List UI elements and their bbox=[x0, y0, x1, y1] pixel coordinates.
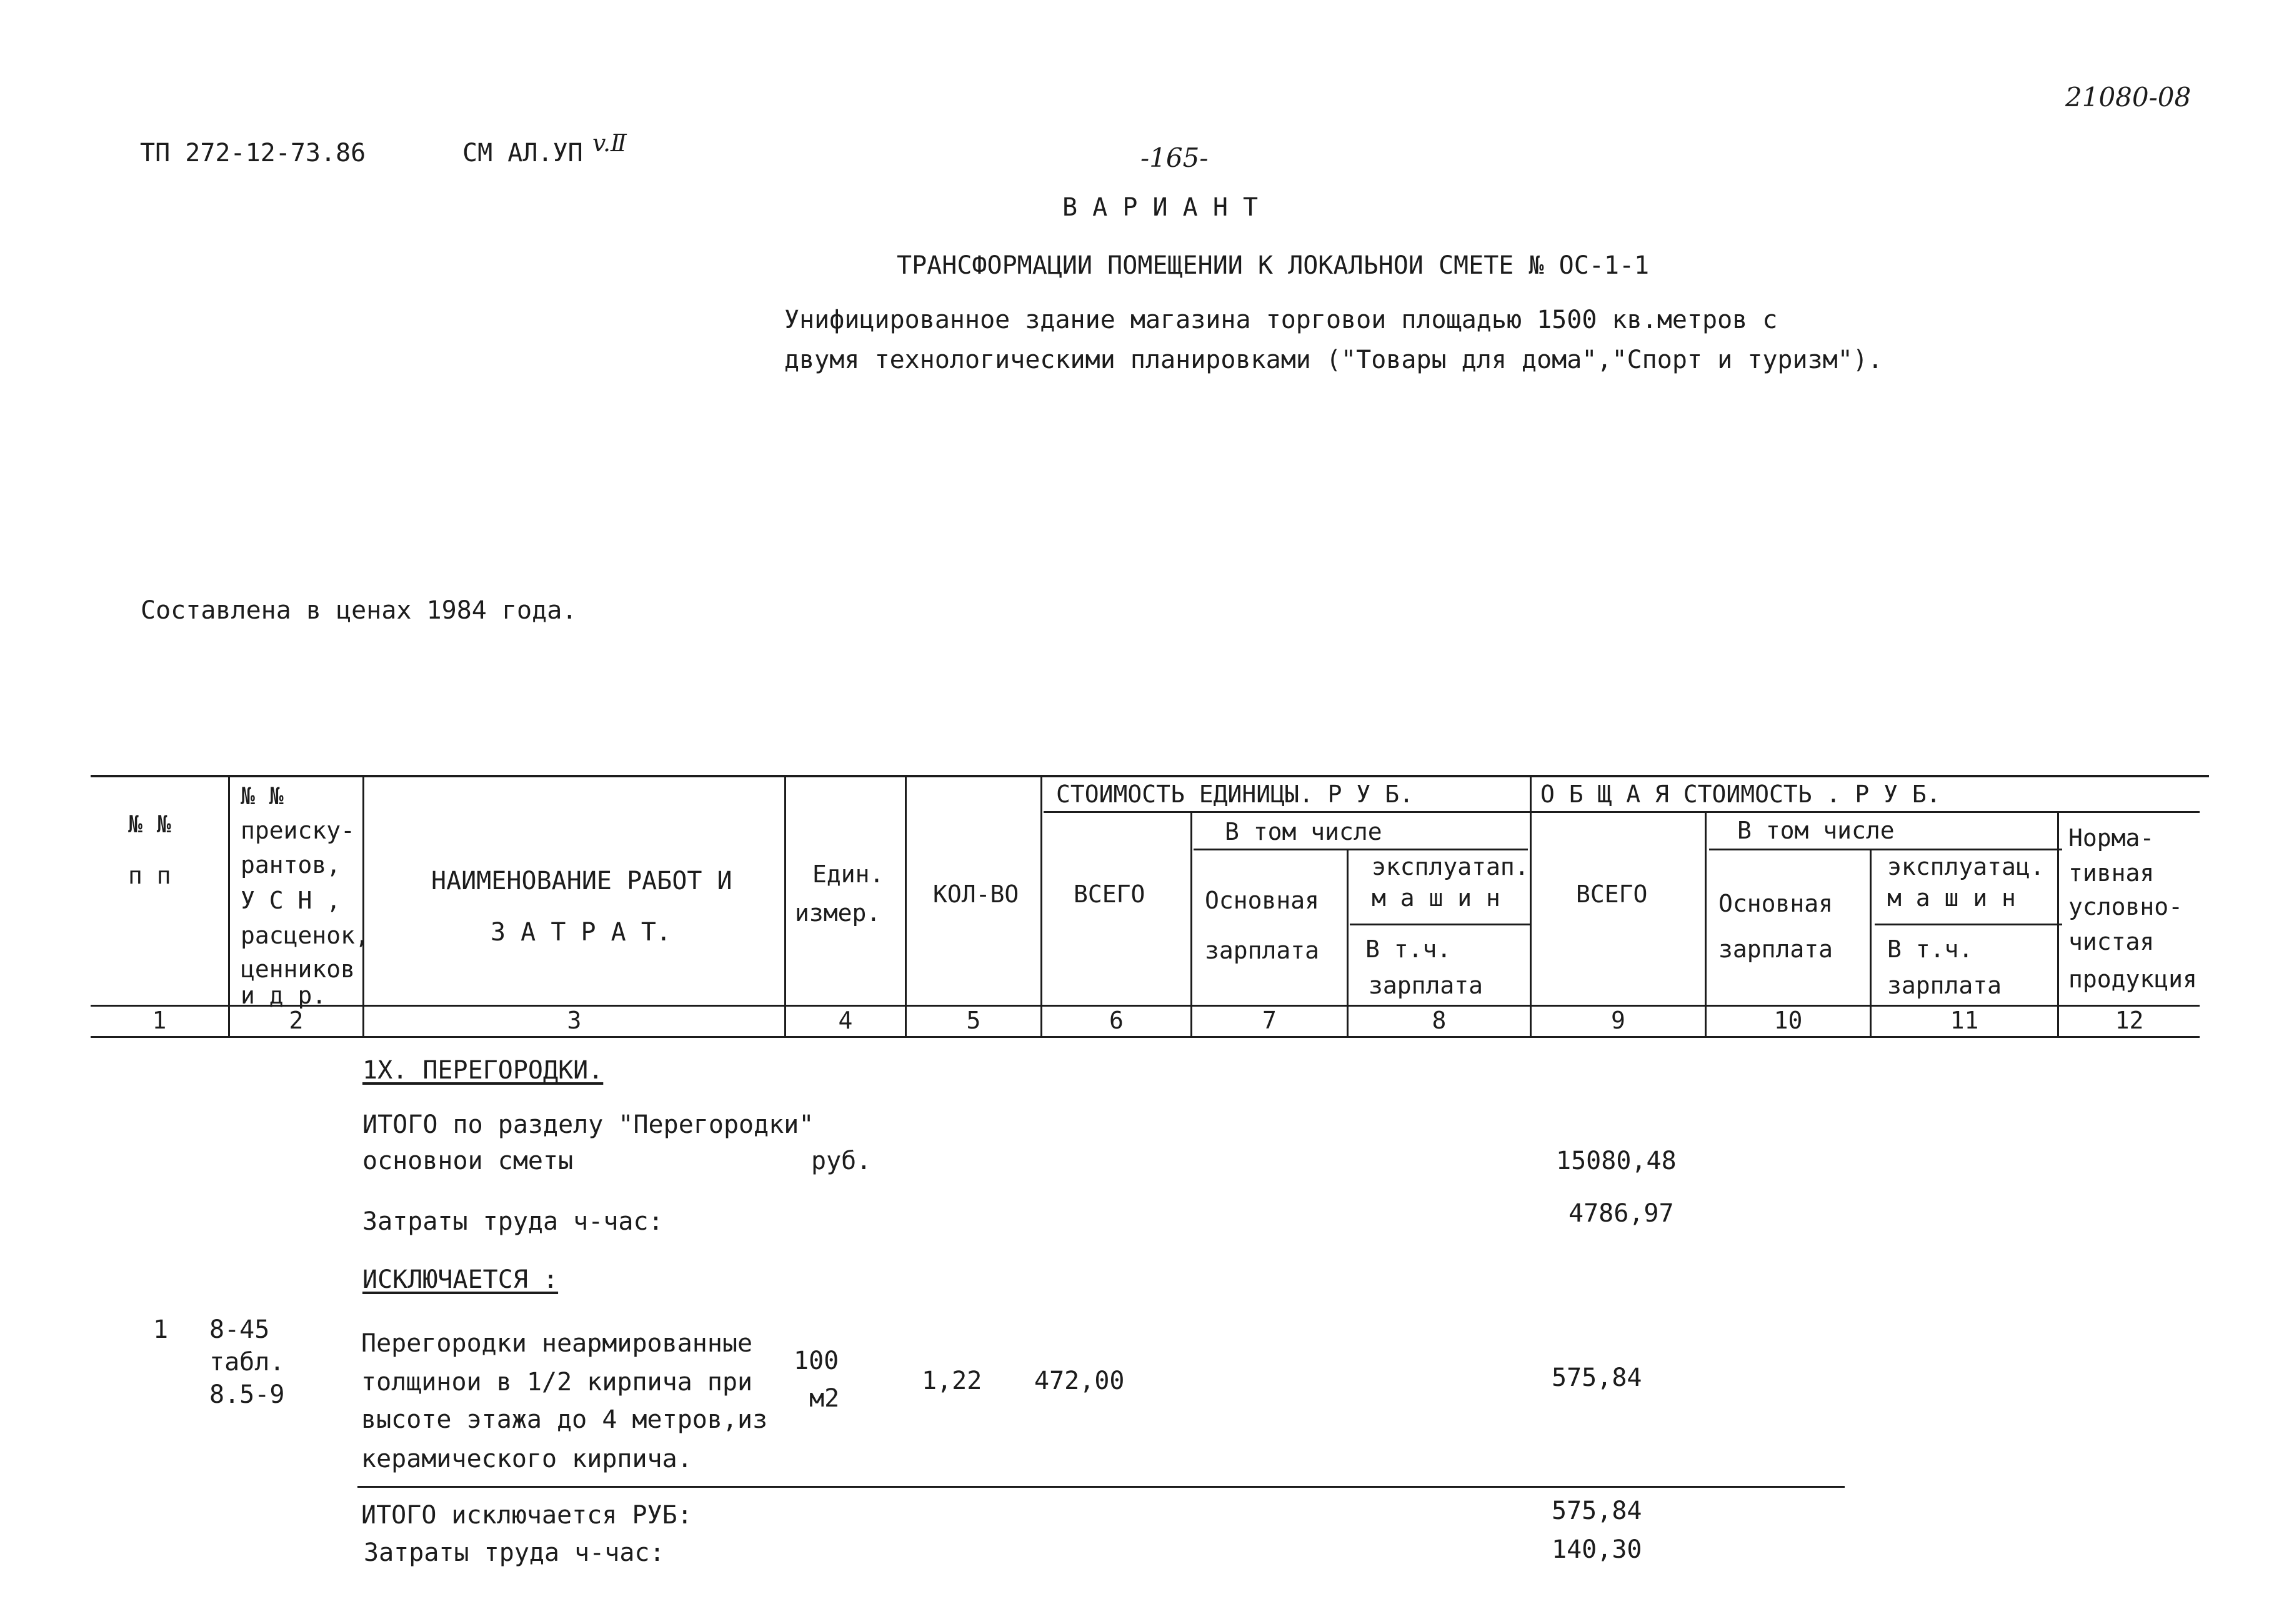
item-unit-line2: м2 bbox=[809, 1384, 840, 1413]
unit-machine-salary-header-line2: зарплата bbox=[1369, 972, 1484, 999]
col2-header-line7: и д р. bbox=[241, 982, 327, 1009]
album-mark: v.Ⅱ bbox=[592, 129, 627, 157]
col-number: 8 bbox=[1432, 1007, 1447, 1034]
subtotal-rule bbox=[357, 1486, 1845, 1488]
doc-code: ТП 272-12-73.86 bbox=[140, 139, 366, 167]
col-number: 11 bbox=[1950, 1007, 1979, 1034]
col-divider bbox=[1530, 775, 1532, 1037]
unit-salary-header-line1: Основная bbox=[1205, 887, 1320, 914]
col12-header-line1: Норма- bbox=[2068, 824, 2155, 852]
incl-right-header: В том числе bbox=[1737, 817, 1895, 844]
col3-header-line1: НАИМЕНОВАНИЕ РАБОТ И bbox=[431, 867, 732, 895]
table-top-rule bbox=[91, 775, 2209, 777]
col-number: 5 bbox=[966, 1007, 981, 1034]
col-number: 9 bbox=[1611, 1007, 1625, 1034]
unit-total-header: ВСЕГО bbox=[1074, 880, 1145, 908]
col-number: 6 bbox=[1109, 1007, 1124, 1034]
page-number: -165- bbox=[1140, 142, 1209, 173]
col-number: 7 bbox=[1262, 1007, 1277, 1034]
prices-note: Составлена в ценах 1984 года. bbox=[141, 596, 577, 625]
col12-header-line3: условно- bbox=[2068, 893, 2183, 920]
col12-header-line5: продукция bbox=[2068, 965, 2197, 993]
col1-header-line2: п п bbox=[128, 862, 171, 889]
item-name-line2: толщинои в 1/2 кирпича при bbox=[361, 1368, 753, 1397]
excluded-total-label: ИТОГО исключается РУБ: bbox=[361, 1501, 692, 1530]
col12-header-line4: чистая bbox=[2068, 928, 2155, 955]
col-number: 12 bbox=[2115, 1007, 2144, 1034]
section-total-label-line2: основнои сметы bbox=[362, 1147, 574, 1175]
item-code-line1: 8-45 bbox=[209, 1315, 270, 1344]
col-divider bbox=[1040, 775, 1042, 1037]
labor2-value: 140,30 bbox=[1552, 1535, 1642, 1564]
total-total-header: ВСЕГО bbox=[1576, 880, 1648, 908]
unit-machines-header-line1: эксплуатап. bbox=[1372, 853, 1529, 880]
col-divider bbox=[228, 775, 230, 1037]
total-machines-header-line2: м а ш и н bbox=[1887, 884, 2016, 912]
col1-header-line1: № № bbox=[128, 810, 171, 838]
col4-header-line1: Един. bbox=[812, 860, 884, 888]
item-name-line1: Перегородки неармированные bbox=[361, 1329, 753, 1358]
labor-value: 4786,97 bbox=[1568, 1199, 1674, 1228]
col3-header-line2: З А Т Р А Т. bbox=[491, 918, 671, 947]
col-divider bbox=[1190, 811, 1192, 1037]
col2-header-line4: У С Н , bbox=[241, 887, 341, 914]
doc-subtitle: ТРАНСФОРМАЦИИ ПОМЕЩЕНИИ К ЛОКАЛЬНОИ СМЕТЕ № ОС-1-1 bbox=[897, 251, 1650, 280]
total-machine-salary-header-line1: В т.ч. bbox=[1887, 935, 1973, 963]
col-number: 1 bbox=[152, 1007, 167, 1034]
unit-cost-group-header: СТОИМОСТЬ ЕДИНИЦЫ. Р У Б. bbox=[1056, 780, 1414, 808]
section-title: 1Х. ПЕРЕГОРОДКИ. bbox=[362, 1056, 604, 1085]
ekspl-right-rule bbox=[1875, 924, 2062, 925]
item-unit-line1: 100 bbox=[794, 1347, 839, 1375]
col2-header-line1: № № bbox=[241, 782, 284, 810]
col2-header-line5: расценок, bbox=[241, 922, 369, 949]
col12-header-line2: тивная bbox=[2068, 859, 2155, 887]
section-total-label-line1: ИТОГО по разделу "Перегородки" bbox=[362, 1110, 814, 1139]
incl-left-rule bbox=[1194, 849, 1528, 850]
description-line-2: двумя технологическими планировками ("Товары для дома","Спорт и туризм"). bbox=[784, 346, 1883, 374]
description-line-1: Унифицированное здание магазина торговои площадью 1500 кв.метров с bbox=[784, 306, 1778, 334]
total-cost-group-header: О Б Щ А Я СТОИМОСТЬ . Р У Б. bbox=[1540, 780, 1941, 808]
col4-header-line2: измер. bbox=[795, 899, 881, 927]
col-divider bbox=[784, 775, 786, 1037]
excluded-label: ИСКЛЮЧАЕТСЯ : bbox=[362, 1265, 559, 1294]
item-code-line3: 8.5-9 bbox=[209, 1380, 285, 1409]
unit-machines-header-line2: м а ш и н bbox=[1372, 884, 1500, 912]
item-name-line3: высоте этажа до 4 метров,из bbox=[361, 1405, 768, 1434]
unit-machine-salary-header-line1: В т.ч. bbox=[1365, 935, 1452, 963]
section-total-value: 15080,48 bbox=[1556, 1147, 1677, 1175]
col-divider bbox=[905, 775, 907, 1037]
col5-header: КОЛ-ВО bbox=[933, 880, 1019, 908]
archive-number: 21080-08 bbox=[2065, 82, 2192, 112]
total-salary-header-line1: Основная bbox=[1718, 890, 1833, 917]
group-header-rule bbox=[1044, 811, 2200, 813]
ekspl-left-rule bbox=[1350, 924, 1531, 925]
total-machine-salary-header-line2: зарплата bbox=[1887, 972, 2002, 999]
col-divider bbox=[362, 775, 364, 1037]
section-total-unit: руб. bbox=[811, 1147, 872, 1175]
excluded-total-value: 575,84 bbox=[1552, 1497, 1642, 1525]
item-name-line4: керамического кирпича. bbox=[361, 1445, 692, 1473]
col-number: 10 bbox=[1773, 1007, 1803, 1034]
total-salary-header-line2: зарплата bbox=[1718, 935, 1833, 963]
item-total: 575,84 bbox=[1552, 1363, 1642, 1392]
item-number: 1 bbox=[153, 1315, 169, 1344]
col-number: 2 bbox=[289, 1007, 304, 1034]
item-code-line2: табл. bbox=[209, 1348, 285, 1377]
col2-header-line2: преиску- bbox=[241, 817, 356, 844]
album-code: СМ АЛ.УП bbox=[462, 139, 583, 167]
header-bottom-rule bbox=[91, 1005, 2200, 1007]
col2-header-line6: ценников bbox=[241, 955, 356, 983]
doc-title: В А Р И А Н Т bbox=[1062, 193, 1259, 222]
col-divider bbox=[1705, 811, 1707, 1037]
col-number: 4 bbox=[838, 1007, 853, 1034]
labor-label: Затраты труда ч-час: bbox=[362, 1207, 664, 1236]
incl-left-header: В том числе bbox=[1225, 818, 1382, 845]
col2-header-line3: рантов, bbox=[241, 851, 341, 879]
col-number: 3 bbox=[567, 1007, 582, 1034]
total-machines-header-line1: эксплуатац. bbox=[1887, 853, 2045, 880]
item-unit-price: 472,00 bbox=[1034, 1367, 1125, 1395]
labor2-label: Затраты труда ч-час: bbox=[364, 1538, 665, 1567]
numbers-bottom-rule bbox=[91, 1036, 2200, 1038]
unit-salary-header-line2: зарплата bbox=[1205, 937, 1320, 964]
item-quantity: 1,22 bbox=[922, 1367, 982, 1395]
col-divider bbox=[2057, 811, 2059, 1037]
incl-right-rule bbox=[1709, 849, 2062, 850]
